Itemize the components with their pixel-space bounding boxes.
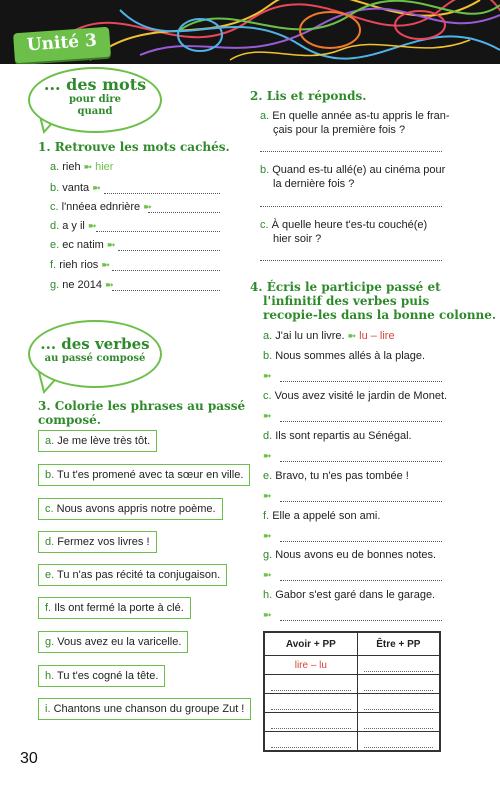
ex4-title — [250, 280, 496, 322]
cell-dots — [364, 659, 433, 672]
arrow-icon: ➼ — [263, 411, 272, 422]
ex4-example — [263, 330, 395, 343]
item-text: ec natim — [62, 239, 104, 251]
item-text: a y il — [62, 220, 85, 232]
answer-field[interactable] — [280, 541, 442, 542]
item-letter: c. — [260, 219, 269, 231]
phrase-box[interactable] — [38, 564, 227, 586]
example-text: J'ai lu un livre. — [275, 330, 345, 342]
question-line1: À quelle heure t'es-tu couché(e) — [271, 219, 428, 231]
item-text: Elle a appelé son ami. — [272, 510, 381, 522]
arrow-icon: ➼ — [263, 531, 272, 542]
ex3-title — [38, 399, 245, 427]
item-letter: c. — [263, 390, 272, 402]
item-letter: b. — [45, 469, 55, 481]
list-item — [50, 201, 152, 214]
phrase-text: Ils ont fermé la porte à clé. — [54, 602, 184, 614]
item-letter: e. — [45, 569, 55, 581]
cell-dots — [271, 678, 351, 691]
question-cont: la dernière fois ? — [273, 178, 355, 190]
list-item — [263, 510, 380, 523]
item-letter: a. — [260, 110, 270, 122]
phrase-text: Nous avons appris notre poème. — [56, 503, 216, 515]
item-letter: g. — [263, 549, 273, 561]
ex3-title-line2: composé. — [38, 413, 101, 427]
item-letter: a. — [263, 330, 273, 342]
list-item — [263, 549, 436, 562]
item-text: Nous avons eu de bonnes notes. — [275, 549, 437, 561]
item-letter: b. — [260, 164, 270, 176]
item-letter: f. — [50, 259, 57, 271]
item-letter: e. — [50, 239, 60, 251]
question — [260, 219, 427, 232]
phrase-box[interactable] — [38, 531, 157, 553]
arrow-icon: ➼ — [263, 371, 272, 382]
phrase-text: Fermez vos livres ! — [57, 536, 150, 548]
table-header-etre: Être + PP — [357, 632, 440, 656]
item-letter: d. — [50, 220, 60, 232]
table-header-avoir: Avoir + PP — [264, 632, 357, 656]
answer-field[interactable] — [280, 620, 442, 621]
question-cont: çais pour la première fois ? — [273, 124, 406, 136]
table-cell[interactable] — [264, 675, 357, 694]
ex4-title-line2: l'infinitif des verbes puis — [263, 294, 430, 308]
arrow-icon: ➼ — [263, 491, 272, 502]
item-letter: c. — [50, 201, 59, 213]
example-answer: lu – lire — [359, 330, 395, 342]
item-answer: hier — [95, 161, 114, 173]
list-item — [263, 470, 409, 483]
table-cell[interactable] — [264, 656, 357, 675]
cell-dots — [364, 716, 433, 729]
item-letter: b. — [50, 182, 60, 194]
phrase-box[interactable] — [38, 498, 223, 520]
cell-dots — [364, 697, 433, 710]
arrow-icon: ➼ — [263, 570, 272, 581]
answer-field[interactable] — [280, 580, 442, 581]
phrase-text: Vous avez eu la varicelle. — [57, 636, 182, 648]
arrow-icon: ➼ — [92, 183, 101, 194]
phrase-text: Tu n'as pas récité ta conjugaison. — [57, 569, 221, 581]
list-item — [50, 239, 115, 252]
item-letter: c. — [45, 503, 54, 515]
item-letter: a. — [45, 435, 55, 447]
phrase-box[interactable] — [38, 464, 250, 486]
list-item — [50, 279, 113, 292]
arrow-icon: ➼ — [101, 260, 110, 271]
bubble-des-mots — [28, 67, 162, 133]
bubble-des-verbes — [28, 320, 162, 388]
list-item — [50, 182, 101, 195]
phrase-box[interactable] — [38, 430, 157, 452]
item-letter: f. — [45, 602, 52, 614]
answer-field[interactable] — [104, 193, 220, 194]
item-text: ne 2014 — [62, 279, 103, 291]
item-letter: e. — [263, 470, 273, 482]
item-text: Nous sommes allés à la plage. — [275, 350, 426, 362]
cell-dots — [271, 716, 351, 729]
phrase-text: Je me lève très tôt. — [57, 435, 151, 447]
arrow-icon: ➼ — [106, 240, 116, 251]
item-letter: d. — [263, 430, 273, 442]
answer-field[interactable] — [280, 421, 442, 422]
answer-field[interactable] — [112, 270, 220, 271]
phrase-text: Tu t'es cogné la tête. — [57, 670, 159, 682]
ex4-title-line1: 4. Écris le participe passé et — [250, 280, 441, 294]
bubble-verbes-title: ... des verbes — [40, 335, 150, 353]
list-item — [263, 390, 447, 403]
item-text: vanta — [62, 182, 90, 194]
table-cell[interactable] — [264, 732, 357, 752]
table-cell[interactable] — [264, 713, 357, 732]
question — [260, 110, 450, 123]
bubble-mots-sub2: quand — [77, 106, 113, 117]
item-letter: d. — [45, 536, 55, 548]
answer-field[interactable] — [280, 461, 442, 462]
item-text: Vous avez visité le jardin de Monet. — [274, 390, 448, 402]
item-letter: h. — [263, 589, 273, 601]
item-text: Ils sont repartis au Sénégal. — [275, 430, 412, 442]
item-letter: g. — [50, 279, 60, 291]
item-text: l'nnéea ednrière — [61, 201, 141, 213]
list-item — [263, 589, 435, 602]
arrow-icon: ➼ — [105, 280, 114, 291]
cell-dots — [364, 735, 433, 748]
arrow-icon: ➼ — [263, 610, 272, 621]
ex1-title: 1. Retrouve les mots cachés. — [38, 140, 230, 154]
phrase-box[interactable] — [38, 665, 165, 687]
answer-field[interactable] — [260, 206, 442, 207]
phrase-box[interactable] — [38, 631, 188, 653]
list-item — [50, 220, 96, 233]
list-item — [263, 430, 412, 443]
table-cell[interactable] — [357, 713, 440, 732]
item-letter: a. — [50, 161, 60, 173]
table-cell[interactable] — [264, 694, 357, 713]
ex4-title-line3: recopie-les dans la bonne colonne. — [263, 308, 497, 322]
question-line1: En quelle année as-tu appris le fran- — [272, 110, 450, 122]
question — [260, 164, 445, 177]
table-entry: lire – lu — [294, 659, 327, 671]
phrase-text: Chantons une chanson du groupe Zut ! — [53, 703, 245, 715]
list-item — [50, 259, 110, 272]
item-text: rieh — [62, 161, 81, 173]
arrow-icon: ➼ — [143, 202, 152, 213]
answer-field[interactable] — [118, 250, 220, 251]
answer-field[interactable] — [96, 231, 220, 232]
cell-dots — [271, 735, 351, 748]
list-item — [263, 350, 425, 363]
bubble-mots-sub1: pour dire — [68, 94, 122, 105]
item-letter: b. — [263, 350, 273, 362]
phrase-box[interactable] — [38, 597, 191, 619]
arrow-icon: ➼ — [87, 221, 97, 232]
table-cell[interactable] — [357, 732, 440, 752]
ex3-title-line1: 3. Colorie les phrases au passé — [38, 399, 246, 413]
answer-field[interactable] — [148, 212, 220, 213]
arrow-icon: ➼ — [263, 451, 272, 462]
item-letter: h. — [45, 670, 55, 682]
table-cell[interactable] — [357, 656, 440, 675]
arrow-icon: ➼ — [347, 331, 357, 342]
item-text: Gabor s'est garé dans le garage. — [275, 589, 436, 601]
bubble-mots-title: ... des mots — [43, 75, 147, 94]
list-item — [50, 161, 113, 174]
item-letter: f. — [263, 510, 270, 522]
phrase-box[interactable] — [38, 698, 251, 720]
cell-dots — [271, 697, 351, 710]
bubble-verbes-sub: au passé composé — [44, 353, 146, 364]
question-line1: Quand es-tu allé(e) au cinéma pour — [272, 164, 446, 176]
answer-field[interactable] — [260, 260, 442, 261]
answer-field[interactable] — [260, 151, 442, 152]
arrow-icon: ➼ — [83, 162, 93, 173]
ex2-title: 2. Lis et réponds. — [250, 89, 367, 103]
question-cont: hier soir ? — [273, 233, 322, 245]
phrase-text: Tu t'es promené avec ta sœur en ville. — [57, 469, 244, 481]
item-letter: i. — [45, 703, 51, 715]
answer-field[interactable] — [280, 381, 442, 382]
header-banner — [0, 0, 500, 64]
unit-title: Unité 3 — [26, 30, 98, 56]
pp-table — [263, 631, 441, 752]
item-text: Bravo, tu n'es pas tombée ! — [275, 470, 409, 482]
page-number: 30 — [20, 750, 38, 767]
table-cell[interactable] — [357, 694, 440, 713]
answer-field[interactable] — [280, 501, 442, 502]
table-cell[interactable] — [357, 675, 440, 694]
item-text: rieh rios — [59, 259, 99, 271]
cell-dots — [364, 678, 433, 691]
item-letter: g. — [45, 636, 55, 648]
answer-field[interactable] — [112, 290, 220, 291]
